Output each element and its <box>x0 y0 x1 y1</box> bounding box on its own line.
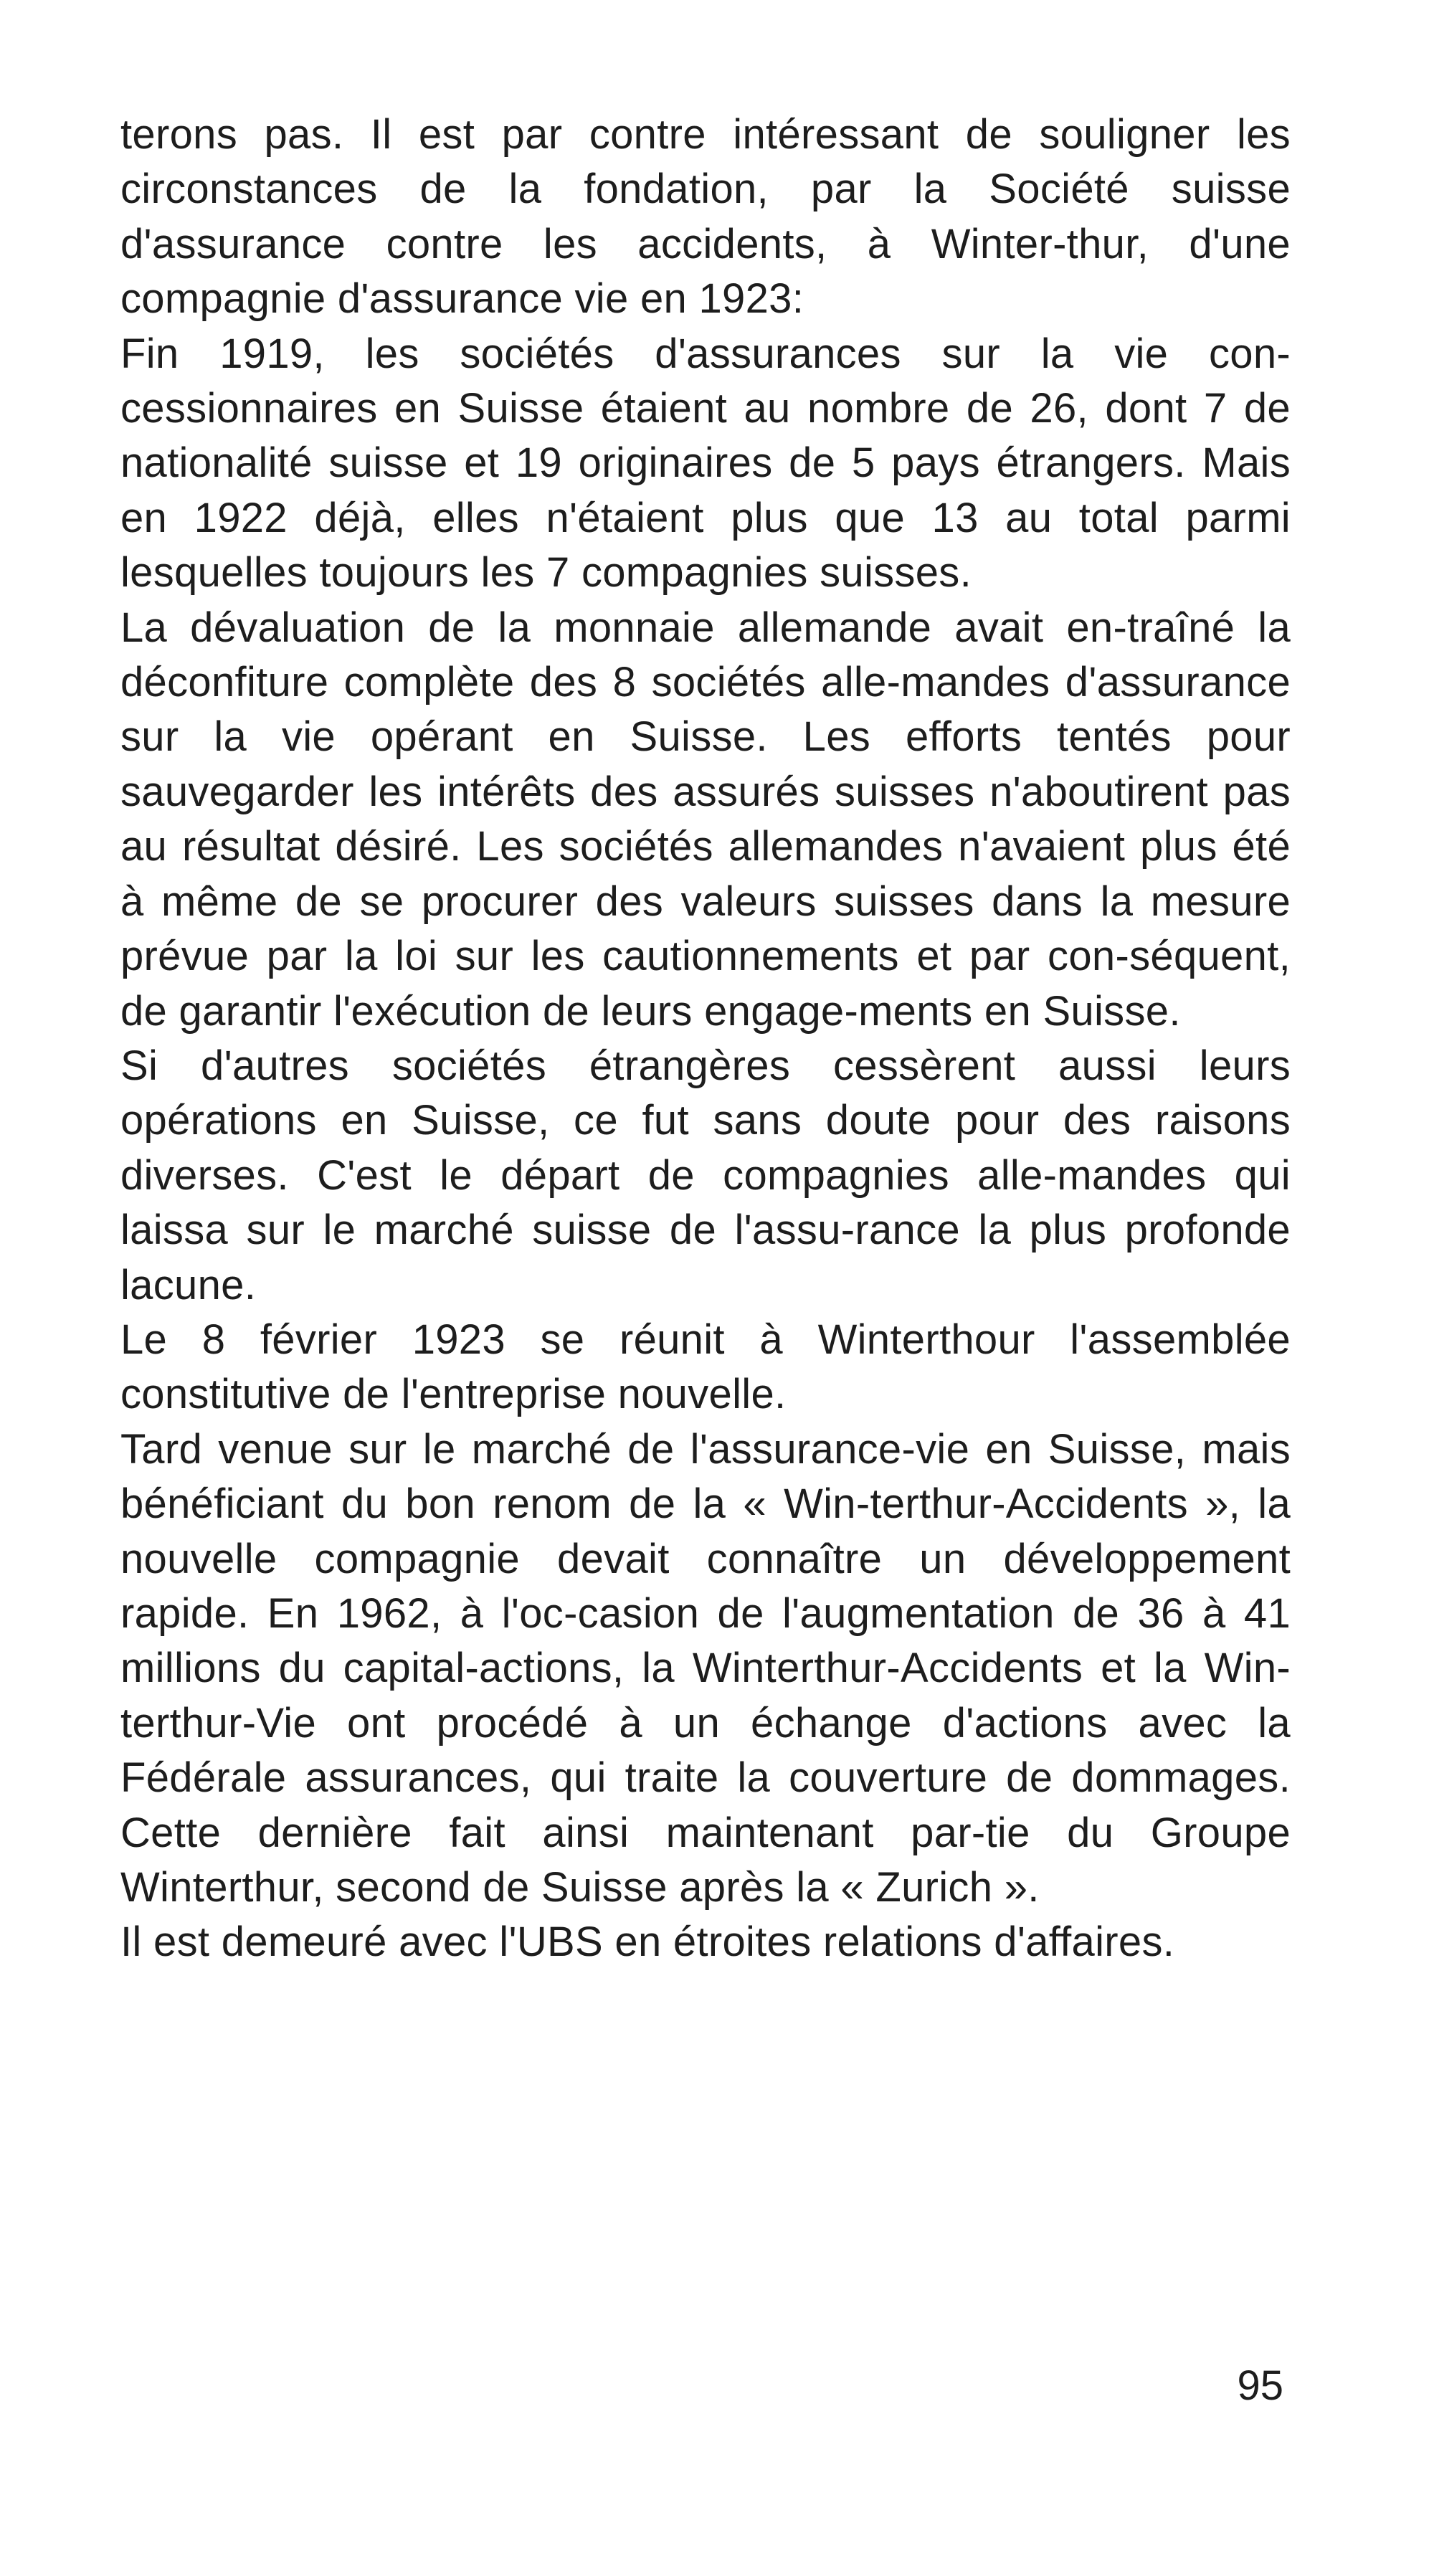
paragraph: Fin 1919, les sociétés d'assurances sur la vie con-cessionnaires en Suisse étaient au nombre de 26, dont 7 de nationalité suisse et 19 originaires de 5 pays étrangers. Mais en 1922 déjà, elles n'étaient plus que 13 au total parmi lesquelles toujours les 7 compagnies suisses. <box>120 330 1291 597</box>
paragraph: La dévaluation de la monnaie allemande avait en-traîné la déconfiture complète des 8 sociétés alle-mandes d'assurance sur la vie opérant en Suisse. Les efforts tentés pour sauvegarder les intérêts des assurés suisses n'aboutirent pas au résultat désiré. Les sociétés allemandes n'avaient plus été à même de se procurer des valeurs suisses dans la mesure prévue par la loi sur les cautionnements et par con-séquent, de garantir l'exécution de leurs engage-ments en Suisse. <box>120 604 1291 1035</box>
paragraph: terons pas. Il est par contre intéressant de souligner les circonstances de la fondation, par la Société suisse d'assurance contre les accidents, à Winter-thur, d'une compagnie d'assurance vie en 1923: <box>120 111 1291 323</box>
paragraph: Tard venue sur le marché de l'assurance-vie en Suisse, mais bénéficiant du bon renom de la « Win-terthur-Accidents », la nouvelle compagnie devait connaître un développement rapide. En 1962, à l'oc-casion de l'augmentation de 36 à 41 millions du capital-actions, la Winterthur-Accidents et la Win-terthur-Vie ont procédé à un échange d'actions avec la Fédérale assurances, qui traite la couverture de dommages. Cette dernière fait ainsi maintenant par-tie du Groupe Winterthur, second de Suisse après la « Zurich ». <box>120 1425 1291 1911</box>
paragraph: Il est demeuré avec l'UBS en étroites relations d'affaires. <box>120 1919 1175 1966</box>
body-text <box>120 108 1291 1970</box>
paragraph: Si d'autres sociétés étrangères cessèrent aussi leurs opérations en Suisse, ce fut sans doute pour des raisons diverses. C'est le départ de compagnies alle-mandes qui laissa sur le marché suisse de l'assu-rance la plus profonde lacune. <box>120 1042 1291 1308</box>
paragraph: Le 8 février 1923 se réunit à Winterthour l'assemblée constitutive de l'entreprise nouvelle. <box>120 1316 1291 1418</box>
page-number: 95 <box>1237 2362 1283 2409</box>
